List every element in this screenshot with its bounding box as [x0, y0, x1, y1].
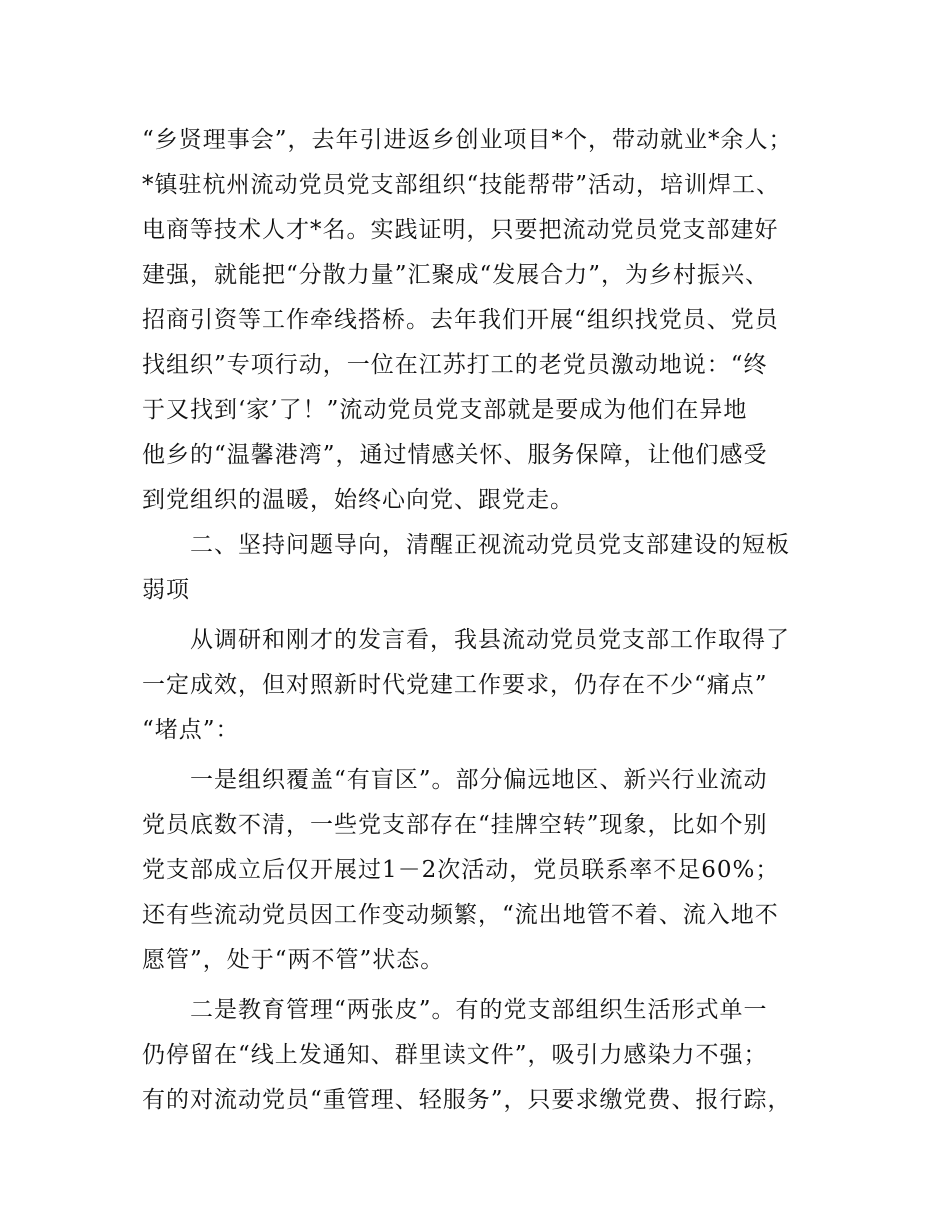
- text-line: “乡贤理事会”，去年引进返乡创业项目*个，带动就业*余人；: [142, 127, 793, 153]
- section-heading: 二、坚持问题导向，清醒正视流动党员党支部建设的短板: [190, 532, 790, 558]
- section-heading-continued: 弱项: [142, 577, 190, 603]
- text-line: 党员底数不清，一些党支部存在“挂牌空转”现象，比如个别: [142, 812, 768, 838]
- text-line: 还有些流动党员因工作变动频繁，“流出地管不着、流入地不: [142, 902, 779, 928]
- text-line: 从调研和刚才的发言看，我县流动党员党支部工作取得了: [190, 627, 790, 653]
- text-line: 党支部成立后仅开展过1－2次活动，党员联系率不足60%；: [142, 857, 780, 883]
- text-line: 有的对流动党员“重管理、轻服务”，只要求缴党费、报行踪，: [142, 1087, 792, 1113]
- text-line: 愿管”，处于“两不管”状态。: [142, 947, 445, 973]
- text-line: 招商引资等工作牵线搭桥。去年我们开展“组织找党员、党员: [142, 307, 779, 333]
- text-line: 到党组织的温暖，始终心向党、跟党走。: [142, 487, 574, 513]
- text-line: 找组织”专项行动，一位在江苏打工的老党员激动地说：“终: [142, 352, 768, 378]
- text-line: 仍停留在“线上发通知、群里读文件”，吸引力感染力不强；: [142, 1042, 768, 1068]
- text-line: 二是教育管理“两张皮”。有的党支部组织生活形式单一: [190, 997, 768, 1023]
- text-line: 一定成效，但对照新时代党建工作要求，仍存在不少“痛点”: [142, 672, 768, 698]
- text-line: 一是组织覆盖“有盲区”。部分偏远地区、新兴行业流动: [190, 767, 768, 793]
- text-line: 于又找到‘家’了！”流动党员党支部就是要成为他们在异地: [142, 397, 748, 423]
- text-line: 他乡的“温馨港湾”，通过情感关怀、服务保障，让他们感受: [142, 442, 768, 468]
- text-line: 电商等技术人才*名。实践证明，只要把流动党员党支部建好: [142, 217, 779, 243]
- text-line: 建强，就能把“分散力量”汇聚成“发展合力”，为乡村振兴、: [142, 262, 770, 288]
- text-line: “堵点”：: [142, 717, 240, 743]
- text-line: *镇驻杭州流动党员党支部组织“技能帮带”活动，培训焊工、: [142, 172, 781, 198]
